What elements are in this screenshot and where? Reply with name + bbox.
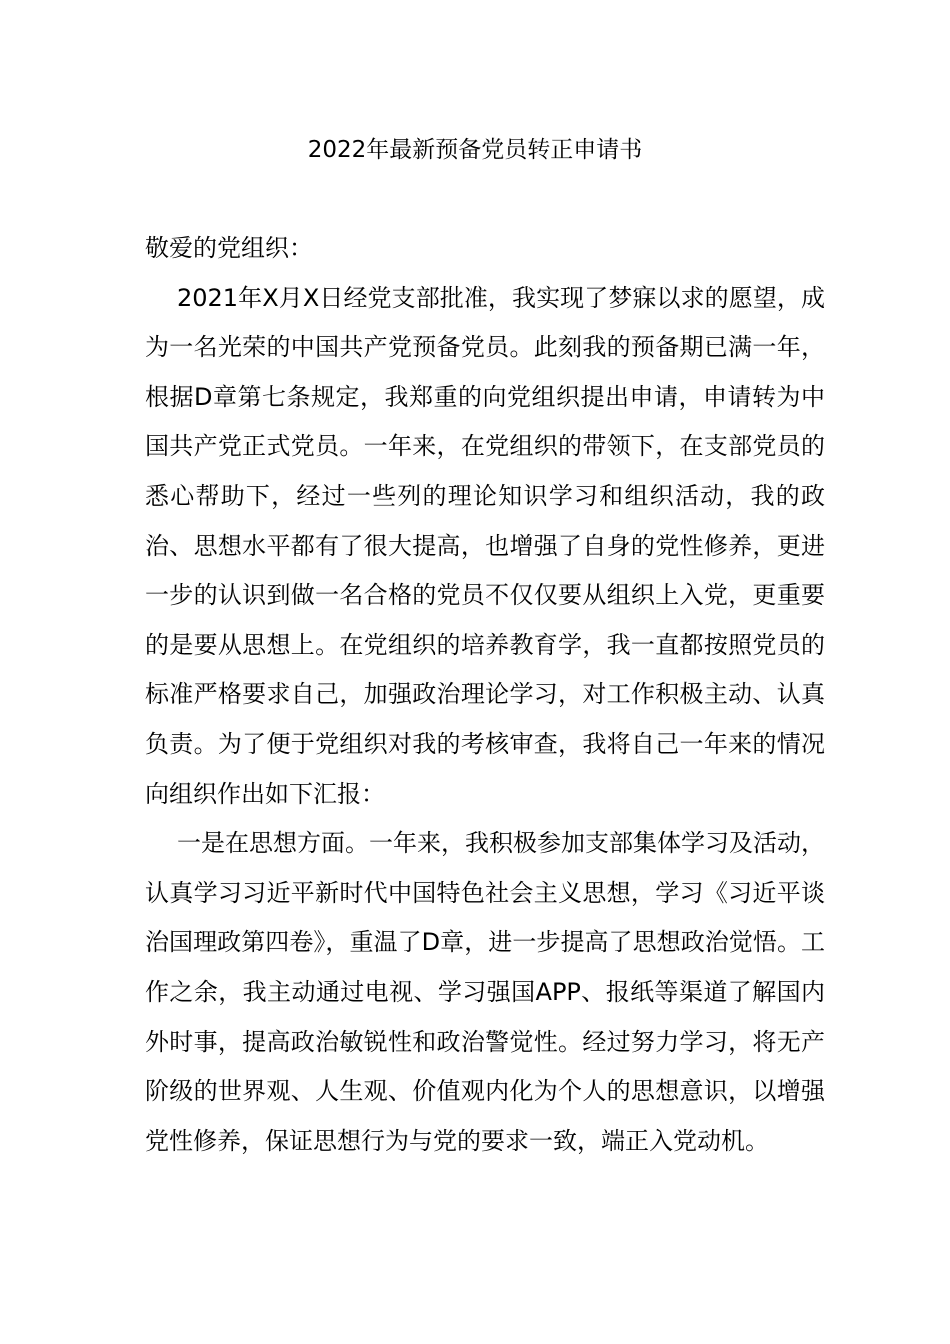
paragraph-ideology: 一是在思想方面。一年来，我积极参加支部集体学习及活动，认真学习习近平新时代中国特色社会主义思想，学习《习近平谈治国理政第四卷》，重温了D章，进一步提高了思想政治觉悟。工作之余，我主动通过电视、学习强国APP、报纸等渠道了解国内外时事，提高政治敏锐性和政治警觉性。经过努力学习，将无产阶级的世界观、人生观、价值观内化为个人的思想意识，以增强党性修养，保证思想行为与党的要求一致，端正入党动机。	[145, 829, 825, 1155]
document-body	[145, 224, 825, 1166]
paragraph-intro: 2021年X月X日经党支部批准，我实现了梦寐以求的愿望，成为一名光荣的中国共产党预备党员。此刻我的预备期已满一年，根据D章第七条规定，我郑重的向党组织提出申请，申请转为中国共产党正式党员。一年来，在党组织的带领下，在支部党员的悉心帮助下，经过一些列的理论知识学习和组织活动，我的政治、思想水平都有了很大提高，也增强了自身的党性修养，更进一步的认识到做一名合格的党员不仅仅要从组织上入党，更重要的是要从思想上。在党组织的培养教育学，我一直都按照党员的标准严格要求自己，加强政治理论学习，对工作积极主动、认真负责。为了便于党组织对我的考核审查，我将自己一年来的情况向组织作出如下汇报：	[145, 283, 825, 808]
document-title: 2022年最新预备党员转正申请书	[307, 137, 643, 163]
salutation: 敬爱的党组织：	[145, 234, 313, 262]
